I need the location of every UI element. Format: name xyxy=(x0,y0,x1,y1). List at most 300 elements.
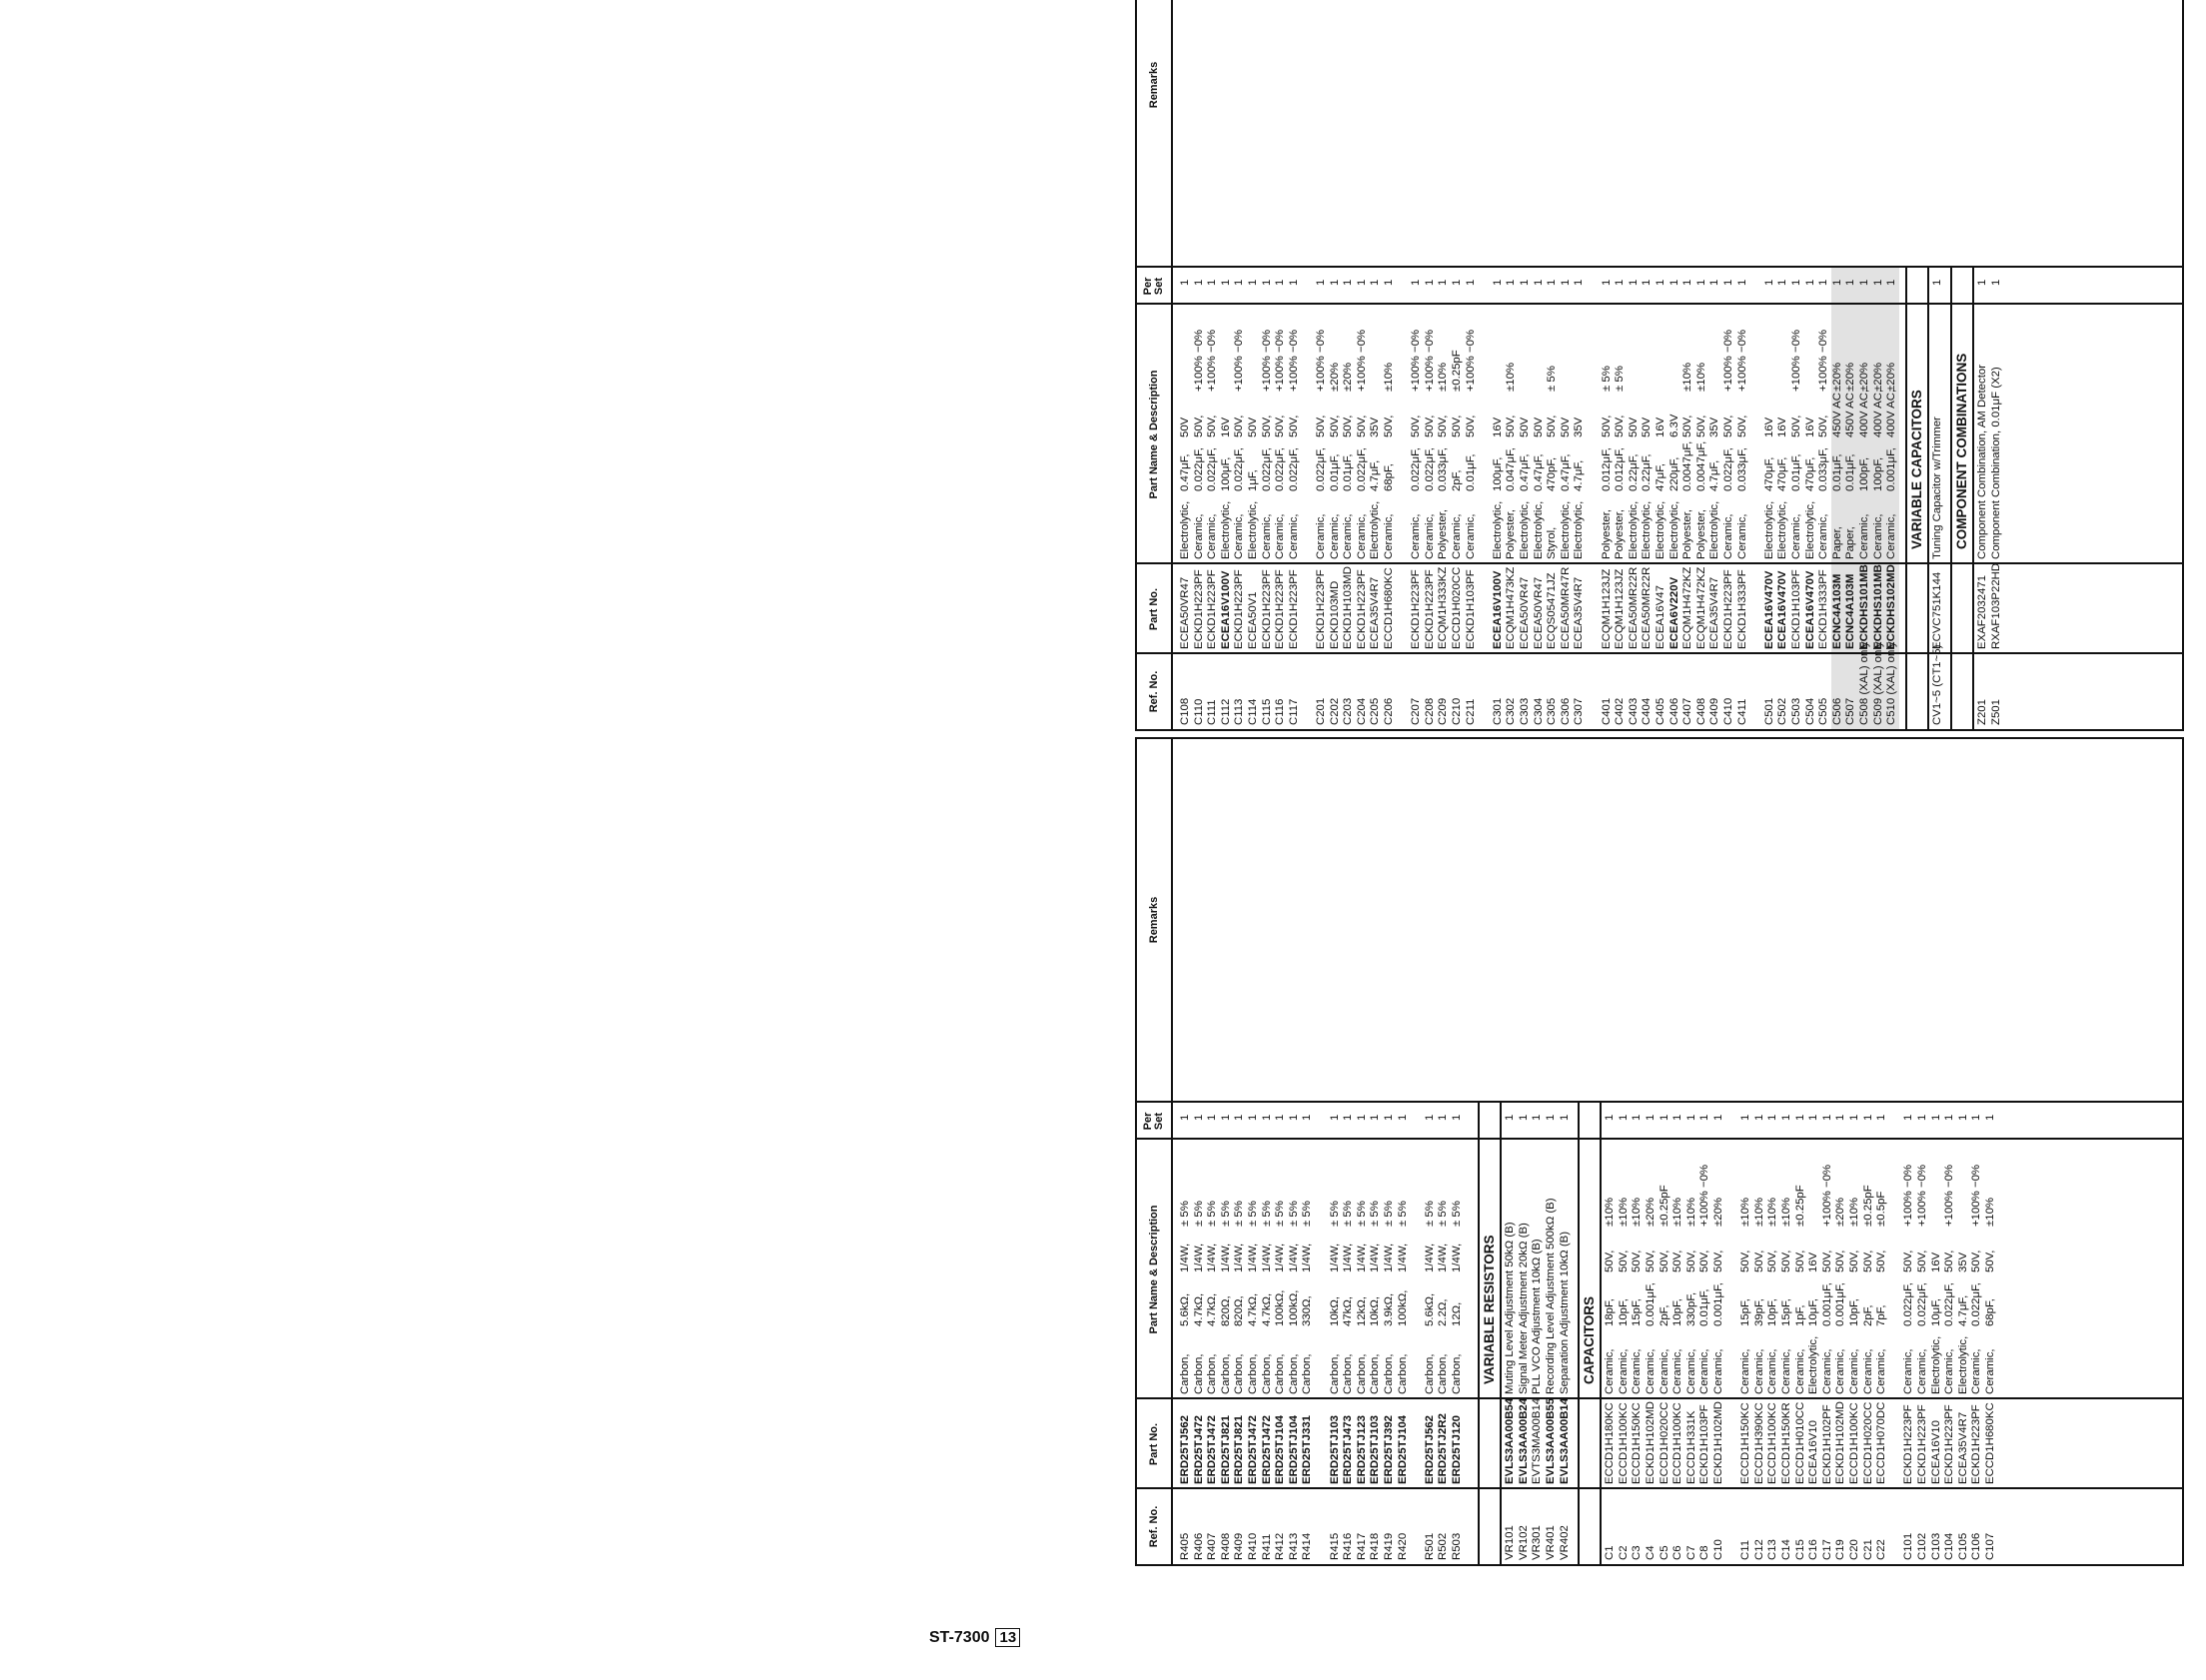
part-no: ECCD1H390KC xyxy=(1752,1402,1765,1484)
ref-no: C103 xyxy=(1929,1532,1942,1560)
part-rating: 50V, xyxy=(1752,1250,1765,1272)
part-value: 4.7μF, xyxy=(1369,459,1382,491)
part-tolerance: ± 5% xyxy=(1328,1201,1341,1227)
ref-no: VR101 xyxy=(1504,1525,1517,1560)
part-value: 100μF, xyxy=(1219,456,1232,491)
section-rule xyxy=(1905,268,1907,729)
part-no: ERD25TJ104 xyxy=(1274,1414,1287,1484)
part-rating: 50V xyxy=(1627,417,1640,437)
part-rating: 50V xyxy=(1532,417,1545,437)
ref-no: C22 xyxy=(1875,1539,1888,1560)
part-type: Ceramic, xyxy=(1604,1348,1617,1394)
part-tolerance: +100% −0% xyxy=(1820,1164,1833,1227)
ref-no-header: Ref. No. xyxy=(1147,1505,1160,1548)
ref-no: C11 xyxy=(1739,1539,1752,1560)
part-rating: 50V, xyxy=(1328,415,1341,437)
per-set: 1 xyxy=(1287,279,1300,286)
part-type: Ceramic, xyxy=(1752,1348,1765,1394)
table-row xyxy=(1780,1105,1794,1564)
part-value: 100μF, xyxy=(1491,456,1504,491)
part-rating: 16V xyxy=(1491,417,1504,437)
part-tolerance: ±10% xyxy=(1681,362,1694,392)
part-value: 0.001μF, xyxy=(1820,1282,1833,1326)
part-value: 0.022μF, xyxy=(1410,447,1423,491)
part-type: Carbon, xyxy=(1233,1353,1246,1394)
part-no: ECKD1H223PF xyxy=(1206,569,1219,649)
per-set: 1 xyxy=(1504,1114,1517,1121)
ref-no: C403 xyxy=(1627,697,1640,725)
part-no: ECKD1H103PF xyxy=(1790,569,1802,649)
ref-no: C503 xyxy=(1790,697,1802,725)
per-set: 1 xyxy=(1990,279,2002,286)
part-tolerance: ±10% xyxy=(1739,1197,1752,1227)
part-rating: 35V xyxy=(1573,417,1586,437)
ref-no: C408 xyxy=(1694,697,1707,725)
part-tolerance: ± 5% xyxy=(1192,1201,1205,1227)
section-rule xyxy=(1950,268,1952,729)
part-rating: 1/4W, xyxy=(1233,1243,1246,1272)
part-value: 10μF, xyxy=(1929,1297,1942,1326)
ref-no: R405 xyxy=(1179,1532,1191,1560)
table-row xyxy=(1817,270,1831,729)
part-description: Recording Level Adjustment 500kΩ (B) xyxy=(1545,1198,1557,1394)
ref-no: C303 xyxy=(1519,697,1531,725)
ref-no: VR102 xyxy=(1517,1525,1530,1560)
part-value: 0.022μF, xyxy=(1260,447,1273,491)
table-row xyxy=(1288,270,1302,729)
part-rating: 50V, xyxy=(1793,1250,1806,1272)
part-no: ERD25TJ821 xyxy=(1233,1414,1246,1484)
part-tolerance: ±0.25pF xyxy=(1861,1185,1874,1227)
part-rating: 1/4W, xyxy=(1274,1243,1287,1272)
ref-no: Z501 xyxy=(1990,699,2002,725)
part-value: 0.012μF, xyxy=(1600,447,1613,491)
part-tolerance: ±10% xyxy=(1437,362,1450,392)
part-no: ECQM1H123JZ xyxy=(1600,568,1613,649)
part-type: Electrolytic, xyxy=(1929,1335,1942,1394)
ref-no: C508 (XAL) only xyxy=(1858,641,1870,725)
ref-no: C105 xyxy=(1956,1532,1969,1560)
part-value: 0.47μF, xyxy=(1532,453,1545,491)
table-row xyxy=(1437,1105,1451,1564)
part-no: ECCD1H100KC xyxy=(1848,1402,1860,1484)
part-rating: 1/4W, xyxy=(1423,1243,1436,1272)
per-set: 1 xyxy=(1712,1114,1724,1121)
ref-no: C501 xyxy=(1762,697,1775,725)
part-no: ERD25TJ392 xyxy=(1383,1414,1395,1484)
table-row xyxy=(1193,1105,1207,1564)
part-tolerance: ±20% xyxy=(1871,362,1884,392)
part-no: ECCD1H680KC xyxy=(1383,567,1395,649)
part-no: ECNC4A103M xyxy=(1830,573,1843,649)
part-no: ECKD1H223PF xyxy=(1943,1404,1956,1484)
ref-no: C115 xyxy=(1260,698,1273,725)
per-set-header: Per Set xyxy=(1142,1112,1165,1131)
part-type: Electrolytic, xyxy=(1532,500,1545,559)
part-no: ECCD1H150KC xyxy=(1631,1402,1644,1484)
page-number: 13 xyxy=(995,1628,1020,1647)
per-set: 1 xyxy=(1369,1114,1382,1121)
part-type: Electrolytic, xyxy=(1219,500,1232,559)
part-type: Ceramic, xyxy=(1790,513,1802,559)
part-tolerance: ±10% xyxy=(1505,362,1518,392)
part-type: Ceramic, xyxy=(1328,513,1341,559)
part-value: 10μF, xyxy=(1807,1297,1820,1326)
table-row xyxy=(1722,270,1736,729)
ref-no: R406 xyxy=(1192,1532,1205,1560)
part-value: 0.012μF, xyxy=(1614,447,1627,491)
part-value: 0.01μF, xyxy=(1790,453,1802,491)
table-row xyxy=(1970,1105,1984,1564)
ref-no: R419 xyxy=(1383,1532,1395,1560)
table-row xyxy=(1424,1105,1438,1564)
part-no: ECKD1H223PF xyxy=(1423,569,1436,649)
per-set: 1 xyxy=(1451,279,1463,286)
part-rating: 1/4W, xyxy=(1342,1243,1355,1272)
part-no: ECEA16V470V xyxy=(1762,570,1775,649)
part-value: 0.047μF, xyxy=(1505,447,1518,491)
part-no: ECEA35V4R7 xyxy=(1708,576,1721,649)
ref-no: R409 xyxy=(1233,1532,1246,1560)
part-value: 0.022μF, xyxy=(1274,447,1287,491)
part-no: ECKDHS101MB xyxy=(1858,564,1870,649)
ref-no: C7 xyxy=(1684,1545,1697,1560)
part-no: ECQM1H123JZ xyxy=(1614,568,1627,649)
part-rating: 16V xyxy=(1762,417,1775,437)
part-type: Electrolytic, xyxy=(1491,500,1504,559)
ref-no: C307 xyxy=(1573,697,1586,725)
part-no: ECKD1H103MD xyxy=(1342,566,1355,649)
part-type: Electrolytic, xyxy=(1803,500,1816,559)
part-value: 10pF, xyxy=(1766,1298,1779,1326)
ref-no: C306 xyxy=(1559,697,1572,725)
part-value: 0.022μF, xyxy=(1233,447,1246,491)
table-row xyxy=(1179,270,1193,729)
ref-no: R417 xyxy=(1355,1532,1368,1560)
ref-no: R416 xyxy=(1342,1532,1355,1560)
part-no: ERD25TJ120 xyxy=(1451,1414,1463,1484)
part-no: ECCD1H150KC xyxy=(1739,1402,1752,1484)
part-tolerance: ±0.25pF xyxy=(1451,350,1463,392)
per-set: 1 xyxy=(1355,279,1368,286)
part-no: ECKD1H103PF xyxy=(1698,1404,1711,1484)
table-row xyxy=(1766,1105,1780,1564)
part-description: Component Combination, 0.01μF (X2) xyxy=(1990,367,2002,559)
part-rating: 50V, xyxy=(1206,415,1219,437)
per-set: 1 xyxy=(1233,279,1246,286)
table-row xyxy=(1631,1105,1645,1564)
table-row xyxy=(1274,270,1288,729)
part-no: ERD25TJ472 xyxy=(1247,1414,1259,1484)
part-type: Ceramic, xyxy=(1260,513,1273,559)
per-set: 1 xyxy=(1803,279,1816,286)
table-row xyxy=(1329,1105,1343,1564)
part-type: Ceramic, xyxy=(1671,1348,1684,1394)
part-rating: 50V, xyxy=(1383,415,1395,437)
table-row xyxy=(1618,1105,1632,1564)
part-value: 0.01μF, xyxy=(1830,453,1843,491)
part-rating: 50V, xyxy=(1861,1250,1874,1272)
table-row xyxy=(1834,1105,1848,1564)
table-row xyxy=(1247,1105,1261,1564)
part-value: 0.022μF, xyxy=(1192,447,1205,491)
table-row xyxy=(1206,1105,1220,1564)
part-no: ECCD1H020CC xyxy=(1657,1401,1670,1484)
part-tolerance: ± 5% xyxy=(1206,1201,1219,1227)
part-value: 4.7kΩ, xyxy=(1206,1292,1219,1326)
part-value: 100kΩ, xyxy=(1287,1289,1300,1326)
ref-no: VR401 xyxy=(1545,1525,1557,1560)
part-type: Ceramic, xyxy=(1657,1348,1670,1394)
part-tolerance: ±10% xyxy=(1766,1197,1779,1227)
part-type: Ceramic, xyxy=(1902,1348,1915,1394)
per-set: 1 xyxy=(1762,279,1775,286)
part-no: ECCD1H100KC xyxy=(1766,1402,1779,1484)
part-value: 100pF, xyxy=(1871,456,1884,491)
part-tolerance: ±20% xyxy=(1645,1197,1656,1227)
ref-no: C505 xyxy=(1817,697,1830,725)
per-set: 1 xyxy=(1976,279,1989,286)
per-set: 1 xyxy=(1423,1114,1436,1121)
table-row xyxy=(1492,270,1506,729)
part-tolerance: ± 5% xyxy=(1301,1201,1314,1227)
part-rating: 50V, xyxy=(1451,415,1463,437)
per-set: 1 xyxy=(1820,1114,1833,1121)
part-type: Electrolytic, xyxy=(1573,500,1586,559)
component-combinations-heading: COMPONENT COMBINATIONS xyxy=(1954,353,1970,549)
part-type: Ceramic, xyxy=(1383,513,1395,559)
per-set: 1 xyxy=(1776,279,1789,286)
part-tolerance: +100% −0% xyxy=(1722,329,1734,392)
part-value: 470μF, xyxy=(1776,456,1789,491)
ref-no: C110 xyxy=(1192,698,1205,725)
part-type: Ceramic, xyxy=(1192,513,1205,559)
ref-no: C507 xyxy=(1844,697,1857,725)
part-no: ECCD1H331K xyxy=(1684,1410,1697,1484)
part-tolerance: ± 5% xyxy=(1287,1201,1300,1227)
part-type: Carbon, xyxy=(1301,1353,1314,1394)
part-value: 100kΩ, xyxy=(1274,1289,1287,1326)
part-type: Ceramic, xyxy=(1793,1348,1806,1394)
table-row xyxy=(1668,270,1682,729)
table-row xyxy=(1790,270,1804,729)
part-no: EVLS3AA00B55 xyxy=(1545,1397,1557,1484)
part-value: 7pF, xyxy=(1875,1304,1888,1326)
per-set: 1 xyxy=(1179,1114,1191,1121)
table-row xyxy=(1288,1105,1302,1564)
part-no: EVTS3MA00B14 xyxy=(1531,1397,1544,1484)
part-type: Carbon, xyxy=(1423,1353,1436,1394)
per-set-header: Per Set xyxy=(1142,277,1165,296)
per-set: 1 xyxy=(1383,1114,1395,1121)
part-type: Carbon, xyxy=(1355,1353,1368,1394)
ref-no: C411 xyxy=(1735,698,1748,725)
per-set: 1 xyxy=(1274,279,1287,286)
per-set: 1 xyxy=(1519,279,1531,286)
part-rating: 16V xyxy=(1654,417,1666,437)
per-set: 1 xyxy=(1834,1114,1847,1121)
ref-no: C19 xyxy=(1834,1539,1847,1560)
part-rating: 50V, xyxy=(1834,1250,1847,1272)
part-type: Ceramic, xyxy=(1631,1348,1644,1394)
part-type: Electrolytic, xyxy=(1807,1335,1820,1394)
remarks-header: Remarks xyxy=(1147,896,1160,944)
part-description: Muting Level Adjustment 50kΩ (B) xyxy=(1504,1222,1517,1394)
part-rating: 1/4W, xyxy=(1355,1243,1368,1272)
part-tolerance: ±0.25pF xyxy=(1657,1185,1670,1227)
table-row xyxy=(1545,1105,1559,1564)
table-row xyxy=(1844,270,1858,729)
part-tolerance: ±20% xyxy=(1712,1197,1724,1227)
part-type: Carbon, xyxy=(1179,1353,1191,1394)
part-type: Electrolytic, xyxy=(1247,500,1259,559)
part-rating: 50V, xyxy=(1684,1250,1697,1272)
part-no: ECKD1H102PF xyxy=(1820,1404,1833,1484)
part-value: 0.001μF, xyxy=(1834,1282,1847,1326)
part-rating: 400V AC, xyxy=(1858,389,1870,437)
ref-no: C208 xyxy=(1423,697,1436,725)
ref-no: C510 (XAL) only xyxy=(1885,641,1898,725)
per-set: 1 xyxy=(1943,1114,1956,1121)
table-row xyxy=(1342,1105,1356,1564)
variable-resistors-heading: VARIABLE RESISTORS xyxy=(1482,1235,1498,1384)
per-set: 1 xyxy=(1437,1114,1450,1121)
ref-no: C114 xyxy=(1247,698,1259,725)
ref-no: C410 xyxy=(1722,697,1734,725)
table-row xyxy=(1885,270,1899,729)
part-tolerance: ±10% xyxy=(1684,1197,1697,1227)
part-value: 15pF, xyxy=(1780,1298,1792,1326)
part-no: ECQM1H473KZ xyxy=(1505,566,1518,649)
part-rating: 50V xyxy=(1179,417,1191,437)
part-type: Ceramic, xyxy=(1423,513,1436,559)
part-type: Ceramic, xyxy=(1885,513,1898,559)
part-no: ECQM1H333KZ xyxy=(1437,566,1450,649)
part-value: 0.47μF, xyxy=(1519,453,1531,491)
table-row xyxy=(1736,270,1750,729)
part-no: ECEA35V4R7 xyxy=(1956,1411,1969,1484)
per-set: 1 xyxy=(1780,1114,1792,1121)
part-type: Electrolytic, xyxy=(1627,500,1640,559)
part-no: ECEA50V1 xyxy=(1247,591,1259,649)
part-type: Polyester, xyxy=(1437,508,1450,559)
part-value: 2pF, xyxy=(1657,1304,1670,1326)
part-type: Ceramic, xyxy=(1464,513,1477,559)
part-tolerance: ±10% xyxy=(1617,1197,1630,1227)
part-no: ECEA16V100V xyxy=(1491,570,1504,649)
part-tolerance: ± 5% xyxy=(1437,1201,1450,1227)
part-tolerance: +100% −0% xyxy=(1943,1164,1956,1227)
part-type: Ceramic, xyxy=(1342,513,1355,559)
table-row xyxy=(1645,1105,1658,1564)
part-value: 12Ω, xyxy=(1451,1301,1463,1326)
table-row xyxy=(1753,1105,1767,1564)
part-no: ECEA6V220V xyxy=(1667,576,1680,649)
per-set: 1 xyxy=(1260,279,1273,286)
part-rating: 16V xyxy=(1929,1252,1942,1272)
part-type: Ceramic, xyxy=(1698,1348,1711,1394)
part-rating: 50V, xyxy=(1712,1250,1724,1272)
per-set: 1 xyxy=(1930,279,1943,286)
per-set: 1 xyxy=(1807,1114,1820,1121)
part-tolerance: ± 5% xyxy=(1423,1201,1436,1227)
ref-no: C504 xyxy=(1803,697,1816,725)
part-rating: 1/4W, xyxy=(1328,1243,1341,1272)
part-rating: 50V, xyxy=(1722,415,1734,437)
per-set: 1 xyxy=(1328,279,1341,286)
ref-no: C2 xyxy=(1617,1545,1630,1560)
ref-no: R413 xyxy=(1287,1532,1300,1560)
per-set: 1 xyxy=(1342,279,1355,286)
ref-no: C6 xyxy=(1671,1545,1684,1560)
ref-no: C402 xyxy=(1614,697,1627,725)
per-set: 1 xyxy=(1671,1114,1684,1121)
ref-no: C206 xyxy=(1383,697,1395,725)
table-row xyxy=(1342,270,1356,729)
part-value: 0.22μF, xyxy=(1627,453,1640,491)
part-no: ECEA35V4R7 xyxy=(1573,576,1586,649)
part-rating: 50V, xyxy=(1790,415,1802,437)
table-row xyxy=(1943,1105,1957,1564)
per-set: 1 xyxy=(1885,279,1898,286)
part-description: Separation Adjustment 10kΩ (B) xyxy=(1558,1231,1571,1394)
per-set: 1 xyxy=(1722,279,1734,286)
part-type: Paper, xyxy=(1830,526,1843,559)
part-value: 4.7kΩ, xyxy=(1247,1292,1259,1326)
table-row xyxy=(1930,1105,1944,1564)
part-no: ECKD1H223PF xyxy=(1902,1404,1915,1484)
per-set: 1 xyxy=(1604,1114,1617,1121)
per-set: 1 xyxy=(1464,279,1477,286)
per-set: 1 xyxy=(1179,279,1191,286)
per-set: 1 xyxy=(1328,1114,1341,1121)
part-rating: 16V xyxy=(1803,417,1816,437)
part-value: 470pF, xyxy=(1546,456,1559,491)
ref-no: R502 xyxy=(1437,1532,1450,1560)
part-type: Electrolytic, xyxy=(1708,500,1721,559)
table-row xyxy=(1976,270,1990,729)
part-value: 0.022μF, xyxy=(1423,447,1436,491)
part-rating: 50V, xyxy=(1505,415,1518,437)
part-type: Carbon, xyxy=(1437,1353,1450,1394)
part-type: Ceramic, xyxy=(1875,1348,1888,1394)
part-type: Ceramic, xyxy=(1766,1348,1779,1394)
part-tolerance: ±20% xyxy=(1885,362,1898,392)
ref-no: C202 xyxy=(1328,697,1341,725)
table-row xyxy=(1504,1105,1518,1564)
per-set: 1 xyxy=(1654,279,1666,286)
part-type: Electrolytic, xyxy=(1667,500,1680,559)
part-no: ERD25TJ472 xyxy=(1260,1414,1273,1484)
part-type: Ceramic, xyxy=(1722,513,1734,559)
part-type: Carbon, xyxy=(1287,1353,1300,1394)
part-tolerance: ± 5% xyxy=(1274,1201,1287,1227)
part-type: Carbon, xyxy=(1260,1353,1273,1394)
part-value: 0.22μF, xyxy=(1641,453,1654,491)
part-tolerance: ± 5% xyxy=(1369,1201,1382,1227)
part-no: ECEA16V470V xyxy=(1776,570,1789,649)
part-value: 330pF, xyxy=(1684,1291,1697,1326)
per-set: 1 xyxy=(1830,279,1843,286)
part-rating: 16V xyxy=(1219,417,1232,437)
per-set: 1 xyxy=(1752,1114,1765,1121)
part-type: Ceramic, xyxy=(1355,513,1368,559)
table-row xyxy=(1369,270,1383,729)
section-rule xyxy=(1478,1103,1480,1564)
part-value: 2.2Ω, xyxy=(1437,1298,1450,1326)
ref-no: C409 xyxy=(1708,697,1721,725)
per-set: 1 xyxy=(1315,279,1327,286)
